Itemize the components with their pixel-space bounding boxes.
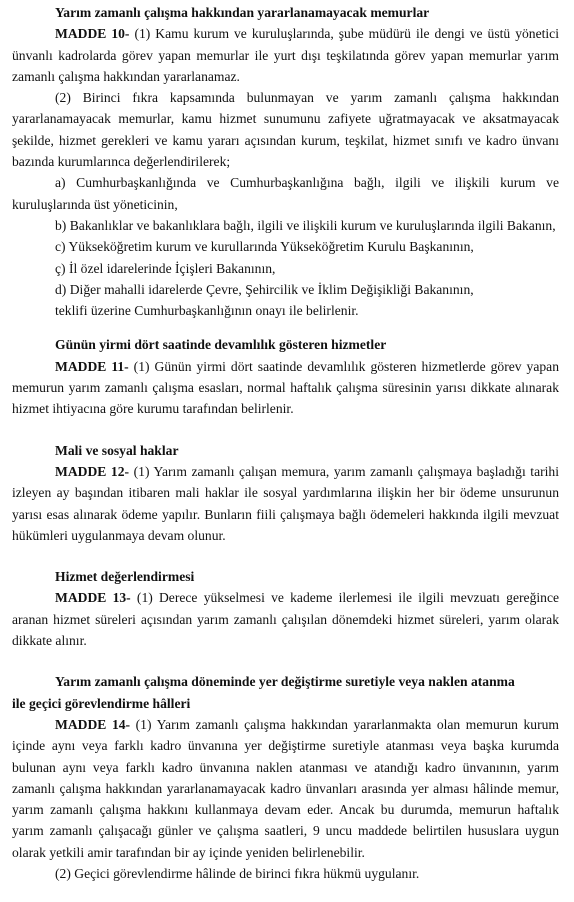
madde-10-paragraph-1 xyxy=(12,23,559,87)
madde-10-item-d: d) Diğer mahalli idarelerde Çevre, Şehircilik ve İklim Değişikliği Bakanının, xyxy=(55,281,474,297)
section-heading-madde-14 xyxy=(12,671,559,714)
madde-13-paragraph-1 xyxy=(12,587,559,651)
section-heading-madde-10: Yarım zamanlı çalışma hakkından yararlanamayacak memurlar xyxy=(55,5,430,20)
madde-10-paragraph-1-text: (1) Kamu kurum ve kuruluşlarında, şube müdürü ile dengi ve üstü yönetici ünvanlı kadrolarda görev yapan memurlar ile yurt dışı teşkilatında görev yapan memurlar yarım zamanlı çalışma hakkından yararlanamaz. xyxy=(12,26,559,84)
madde-10-item-a: a) Cumhurbaşkanlığında ve Cumhurbaşkanlığına bağlı, ilgili ve ilişkili kurum ve kuruluşlarında üst yöneticinin, xyxy=(12,175,559,212)
madde-10-item-c: c) Yükseköğretim kurum ve kurullarında Yükseköğretim Kurulu Başkanının, xyxy=(55,239,474,255)
madde-13-label: MADDE 13- xyxy=(55,590,131,606)
section-heading-madde-14-line-2: ile geçici görevlendirme hâlleri xyxy=(12,695,191,711)
madde-10-closing: teklifi üzerine Cumhurbaşkanlığının onayı ile belirlenir. xyxy=(55,303,359,319)
madde-10-item-b: b) Bakanlıklar ve bakanlıklara bağlı, ilgili ve ilişkili kurum ve kuruluşlarında ilgili Bakanın, xyxy=(55,217,556,233)
madde-12-label: MADDE 12- xyxy=(55,463,130,479)
madde-10-paragraph-2: (2) Birinci fıkra kapsamında bulunmayan ve yarım zamanlı çalışma hakkından yararlanamayacak memurlar, kamu hizmet sunumunu zafiyete uğratmayacak ve aksatmayacak şekilde, hizmet gerekleri ve kamu yararı açısından kurum, teşkilat, hizmet sınıfı ve kadro ünvanı bazında kurumlarınca değerlendirilerek; xyxy=(12,90,559,170)
madde-11-paragraph-1 xyxy=(12,356,559,420)
madde-10-label: MADDE 10- xyxy=(55,26,130,42)
madde-12-paragraph-1 xyxy=(12,461,559,546)
madde-10-item-cc: ç) İl özel idarelerinde İçişleri Bakanının, xyxy=(55,260,276,276)
madde-14-paragraph-1 xyxy=(12,714,559,863)
madde-11-label: MADDE 11- xyxy=(55,358,129,374)
section-heading-madde-11: Günün yirmi dört saatinde devamlılık gösteren hizmetler xyxy=(55,337,387,353)
madde-12-paragraph-1-text: (1) Yarım zamanlı çalışan memura, yarım zamanlı çalışmaya başladığı tarihi izleyen ay başından itibaren mali haklar ile sosyal yardımlarına ilişkin her bir ödeme unsurunun yarısı esas alınarak ödeme yapılır. Bunların fiili çalışmaya bağlı ödemeleri hakkında ilgili mevzuat hükümleri uygulanmaya devam olunur. xyxy=(12,463,559,543)
madde-13-paragraph-1-text: (1) Derece yükselmesi ve kademe ilerlemesi ile ilgili mevzuatı gereğince aranan hizmet süreleri açısından yarım zamanlı çalışılan dönemdeki hizmet süreleri, yarım olarak dikkate alınır. xyxy=(12,590,560,649)
section-heading-madde-13: Hizmet değerlendirmesi xyxy=(55,569,195,585)
madde-11-paragraph-1-text: (1) Günün yirmi dört saatinde devamlılık gösteren hizmetlerde görev yapan memurun yarım zamanlı çalışma esasları, normal haftalık çalışma süresinin yarısı dikkate alınarak hizmet ihtiyacına göre kurumu tarafından belirlenir. xyxy=(12,358,559,417)
madde-14-label: MADDE 14- xyxy=(55,716,131,732)
section-heading-madde-12: Mali ve sosyal haklar xyxy=(55,442,179,458)
madde-14-paragraph-1-text: (1) Yarım zamanlı çalışma hakkından yararlanmakta olan memurun kurum içinde aynı veya farklı kadro ünvanına yer değiştirme suretiyle atanması veya başka kurumda bulunan aynı veya farklı kadro ünvanına naklen atanması ve atandığı kadro ünvanının, yarım zamanlı çalışma hakkından yararlanamayacak kadro ünvanları arasında yer alması hâlinde memur, yarım zamanlı çalışma hakkını kullanmaya devam eder. Ancak bu durumda, memurun haftalık yarım zamanlı çalışacağı günler ve çalışma saatleri, 9 uncu maddede belirtilen hususlara uygun olarak yetkili amir tarafından bir ay içinde yeniden belirlenebilir. xyxy=(12,716,559,860)
section-heading-madde-14-line-1: Yarım zamanlı çalışma döneminde yer değiştirme suretiyle veya naklen atanma xyxy=(55,674,515,690)
madde-14-paragraph-2: (2) Geçici görevlendirme hâlinde de birinci fıkra hükmü uygulanır. xyxy=(55,865,420,881)
